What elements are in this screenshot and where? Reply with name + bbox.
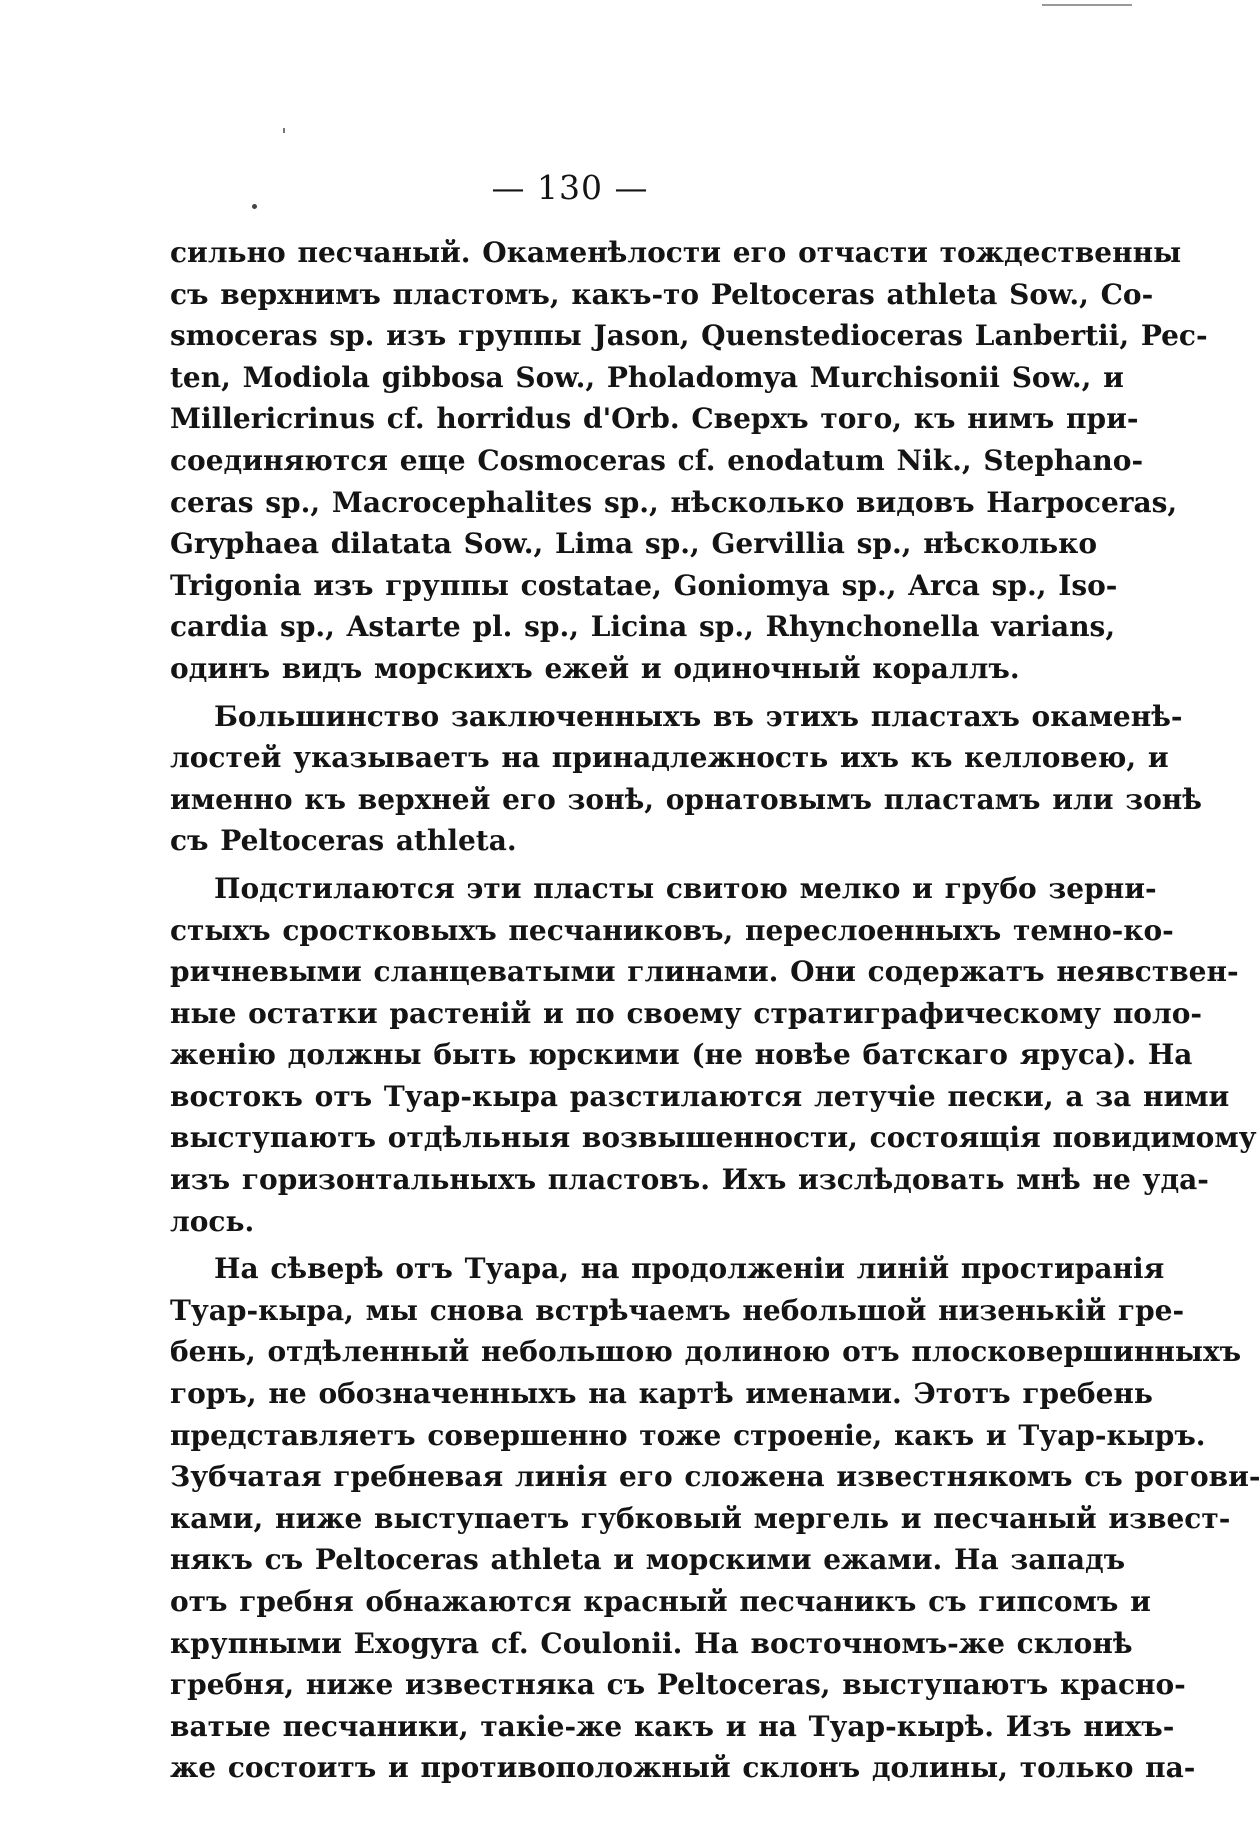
text-line: Туар-кыра, мы снова встрѣчаемъ небольшой низенькій гре- — [170, 1293, 1185, 1327]
text-line: крупными Exogyra cf. Coulonii. На восточномъ-же склонѣ — [170, 1626, 1133, 1660]
text-line: Большинство заключенныхъ въ этихъ пластахъ окаменѣ- — [214, 699, 1183, 733]
text-line: изъ горизонтальныхъ пластовъ. Ихъ изслѣдовать мнѣ не уда- — [170, 1163, 1209, 1197]
text-line: smoceras sp. изъ группы Jason, Quenstedioceras Lanbertii, Pec- — [170, 319, 1208, 353]
text-line: ватые песчаники, такіе-же какъ и на Туар-кырѣ. Изъ нихъ- — [170, 1709, 1175, 1743]
text-line: съ Peltoceras athleta. — [170, 824, 517, 858]
text-line: ричневыми сланцеватыми глинами. Они содержатъ неявствен- — [170, 955, 1239, 989]
text-line: гребня, ниже известняка съ Peltoceras, выступаютъ красно- — [170, 1668, 1186, 1702]
text-line: лось. — [170, 1204, 255, 1238]
text-line: именно къ верхней его зонѣ, орнатовымъ пластамъ или зонѣ — [170, 782, 1202, 816]
text-line: представляетъ совершенно тоже строеніе, какъ и Туар-кыръ. — [170, 1418, 1206, 1452]
text-line: отъ гребня обнажаются красный песчаникъ съ гипсомъ и — [170, 1585, 1151, 1618]
text-line: ные остатки растеній и по своему стратиграфическому поло- — [170, 996, 1203, 1030]
text-line: На сѣверѣ отъ Туара, на продолженіи линій простиранія — [214, 1252, 1165, 1286]
scan-speck — [283, 128, 285, 133]
text-line: же состоитъ и противоположный склонъ долины, только па- — [170, 1751, 1196, 1785]
body-text — [170, 232, 1260, 1789]
text-line: сильно песчаный. Окаменѣлости его отчасти тождественны — [170, 236, 1182, 269]
text-line: Trigonia изъ группы costatae, Goniomya sp., Arca sp., Iso- — [170, 568, 1118, 602]
text-line: ten, Modiola gibbosa Sow., Pholadomya Murchisonii Sow., и — [170, 360, 1124, 394]
scan-edge-mark — [1042, 0, 1132, 6]
text-line: съ верхнимъ пластомъ, какъ-то Peltoceras athleta Sow., Co- — [170, 277, 1154, 311]
text-line: cardia sp., Astarte pl. sp., Licina sp., Rhynchonella varians, — [170, 610, 1116, 644]
text-line: стыхъ сростковыхъ песчаниковъ, переслоенныхъ темно-ко- — [170, 913, 1174, 947]
page-number: — 130 — — [491, 168, 649, 207]
text-line: востокъ отъ Туар-кыра разстилаются летучіе пески, а за ними — [170, 1079, 1230, 1113]
text-line: выступаютъ отдѣльныя возвышенности, состоящія повидимому — [170, 1121, 1257, 1155]
text-line: ceras sp., Macrocephalites sp., нѣсколько видовъ Harpoceras, — [170, 485, 1178, 519]
text-line: одинъ видъ морскихъ ежей и одиночный кораллъ. — [170, 651, 1020, 685]
text-line: някъ съ Peltoceras athleta и морскими ежами. На западъ — [170, 1543, 1126, 1577]
text-line: ками, ниже выступаетъ губковый мергель и песчаный извест- — [170, 1501, 1231, 1535]
text-line: женію должны быть юрскими (не новѣе батскаго яруса). На — [170, 1038, 1193, 1072]
text-line: лостей указываетъ на принадлежность ихъ къ келловею, и — [170, 741, 1169, 775]
text-line: соединяются еще Cosmoceras cf. enodatum Nik., Stephano- — [170, 443, 1144, 477]
text-line: бень, отдѣленный небольшою долиною отъ плосковершинныхъ — [170, 1335, 1242, 1369]
text-line: Зубчатая гребневая линія его сложена известнякомъ съ рогови- — [170, 1460, 1260, 1494]
text-line: Millericrinus cf. horridus d'Orb. Сверхъ того, къ нимъ при- — [170, 402, 1139, 436]
text-line: горъ, не обозначенныхъ на картѣ именами. Этотъ гребень — [170, 1377, 1153, 1411]
text-line: Gryphaea dilatata Sow., Lima sp., Gervillia sp., нѣсколько — [170, 527, 1098, 561]
text-line: Подстилаются эти пласты свитою мелко и грубо зерни- — [214, 871, 1157, 905]
